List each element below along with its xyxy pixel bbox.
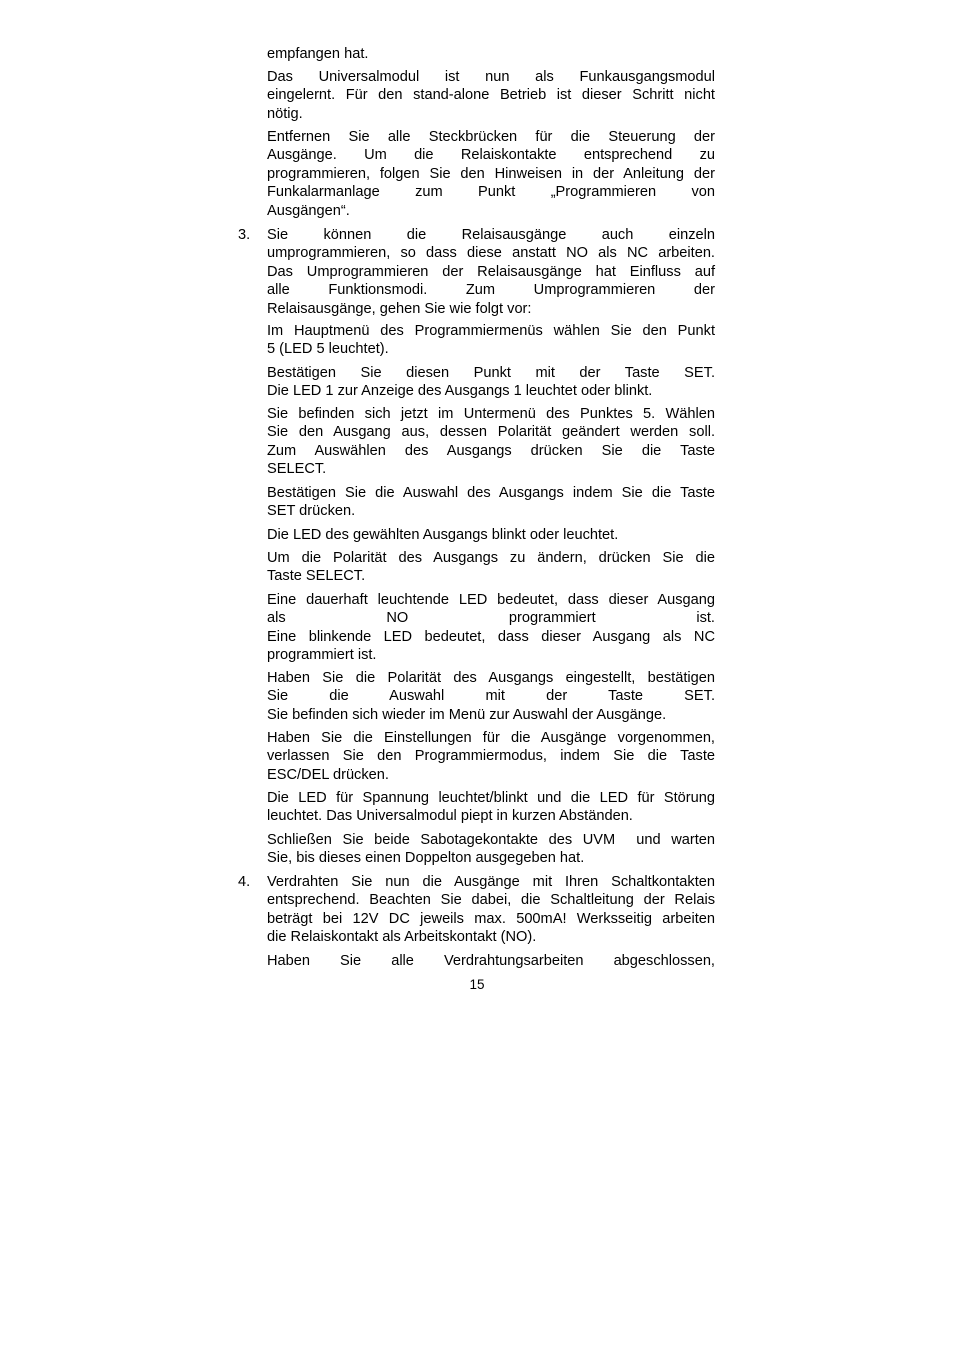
text-line: Taste SELECT. xyxy=(267,568,366,585)
text-line: umprogrammieren, so dass diese anstatt NO als NC arbeiten. xyxy=(267,245,715,262)
text-line: Eine dauerhaft leuchtende LED bedeutet, dass dieser Ausgang xyxy=(267,592,715,608)
text-line: Bestätigen Sie diesen Punkt mit der Taste SET. xyxy=(267,365,715,381)
text-line: Schließen Sie beide Sabotagekontakte des UVM und warten xyxy=(267,832,715,848)
paragraph xyxy=(267,226,715,318)
paragraph xyxy=(267,549,715,586)
paragraph xyxy=(267,669,715,724)
text-line: Relaisausgänge, gehen Sie wie folgt vor: xyxy=(267,300,532,317)
text-line: Haben Sie alle Verdrahtungsarbeiten abgeschlossen, xyxy=(267,953,715,969)
text-line: programmiert ist. xyxy=(267,647,377,664)
text-line: programmieren, folgen Sie den Hinweisen in der Anleitung der xyxy=(267,165,715,182)
paragraph xyxy=(267,484,715,521)
text-line: Sie, bis dieses einen Doppelton ausgegeben hat. xyxy=(267,850,585,867)
text-line: Eine blinkende LED bedeutet, dass dieser Ausgang als NC xyxy=(267,628,715,645)
text-line: Funkalarmanlage zum Punkt „Programmieren von xyxy=(267,184,715,201)
paragraph xyxy=(267,789,715,826)
text-line: Entfernen Sie alle Steckbrücken für die Steuerung der xyxy=(267,129,715,145)
paragraph xyxy=(267,591,715,665)
paragraph xyxy=(267,68,715,123)
text-line: Sie die Auswahl mit der Taste SET. xyxy=(267,688,715,705)
text-line: Das Universalmodul ist nun als Funkausgangsmodul xyxy=(267,69,715,85)
paragraph xyxy=(267,729,715,784)
page-number: 15 xyxy=(469,977,485,992)
text-line: Die LED des gewählten Ausgangs blinkt oder leuchtet. xyxy=(267,527,619,543)
text-line: SET drücken. xyxy=(267,503,356,520)
list-number: 4. xyxy=(238,874,251,890)
paragraph xyxy=(267,322,715,359)
text-line: nötig. xyxy=(267,105,303,122)
text-line: beträgt bei 12V DC jeweils max. 500mA! Werksseitig arbeiten xyxy=(267,910,715,927)
paragraph xyxy=(267,526,715,544)
text-line: verlassen Sie den Programmiermodus, indem Sie die Taste xyxy=(267,748,715,765)
text-line: Bestätigen Sie die Auswahl des Ausgangs indem Sie die Taste xyxy=(267,485,715,501)
list-number: 3. xyxy=(238,227,251,243)
text-line: Ausgängen“. xyxy=(267,202,350,219)
text-line: alle Funktionsmodi. Zum Umprogrammieren der xyxy=(267,282,715,299)
text-line: als NO programmiert ist. xyxy=(267,610,715,627)
text-line: Sie können die Relaisausgänge auch einzeln xyxy=(267,227,715,243)
paragraph xyxy=(267,45,715,63)
text-line: die Relaiskontakt als Arbeitskontakt (NO). xyxy=(267,929,537,946)
text-line: Zum Auswählen des Ausgangs drücken Sie die Taste xyxy=(267,442,715,459)
text-line: Haben Sie die Einstellungen für die Ausgänge vorgenommen, xyxy=(267,730,715,746)
text-line: Sie befinden sich jetzt im Untermenü des Punktes 5. Wählen xyxy=(267,406,715,422)
paragraph xyxy=(267,364,715,401)
text-line: eingelernt. Für den stand-alone Betrieb ist dieser Schritt nicht xyxy=(267,87,715,104)
text-line: leuchtet. Das Universalmodul piept in kurzen Abständen. xyxy=(267,808,633,825)
text-line: ESC/DEL drücken. xyxy=(267,766,389,783)
text-line: entsprechend. Beachten Sie dabei, die Schaltleitung der Relais xyxy=(267,892,715,909)
text-line: Ausgänge. Um die Relaiskontakte entsprechend zu xyxy=(267,147,715,164)
text-line: Um die Polarität des Ausgangs zu ändern, drücken Sie die xyxy=(267,550,715,566)
text-line: Das Umprogrammieren der Relaisausgänge hat Einfluss auf xyxy=(267,263,715,280)
text-line: Die LED für Spannung leuchtet/blinkt und die LED für Störung xyxy=(267,790,715,806)
text-line: Sie befinden sich wieder im Menü zur Auswahl der Ausgänge. xyxy=(267,706,667,723)
paragraph xyxy=(267,128,715,220)
text-line: Haben Sie die Polarität des Ausgangs eingestellt, bestätigen xyxy=(267,670,715,686)
text-line: Sie den Ausgang aus, dessen Polarität geändert werden soll. xyxy=(267,424,715,441)
text-line: 5 (LED 5 leuchtet). xyxy=(267,341,389,358)
text-line: SELECT. xyxy=(267,461,327,478)
text-line: Verdrahten Sie nun die Ausgänge mit Ihren Schaltkontakten xyxy=(267,874,715,890)
text-line: Die LED 1 zur Anzeige des Ausgangs 1 leuchtet oder blinkt. xyxy=(267,383,653,400)
text-line: empfangen hat. xyxy=(267,46,369,62)
text-line: Im Hauptmenü des Programmiermenüs wählen Sie den Punkt xyxy=(267,323,715,339)
paragraph xyxy=(267,405,715,479)
paragraph xyxy=(267,831,715,868)
paragraph xyxy=(267,873,715,947)
paragraph xyxy=(267,952,715,970)
